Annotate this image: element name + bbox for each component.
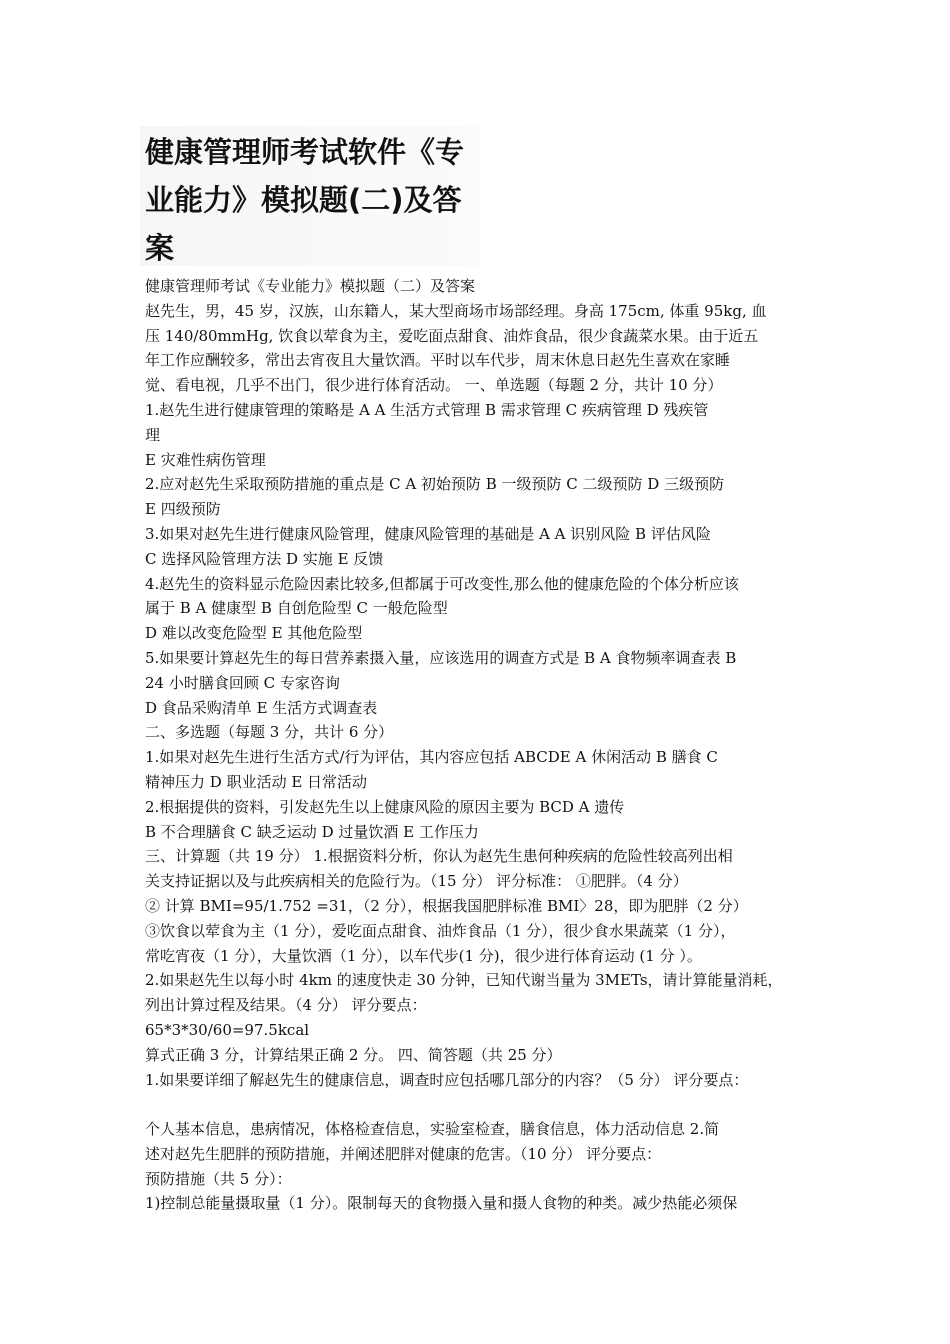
text-line: 精神压力 D 职业活动 E 日常活动 — [145, 772, 368, 791]
text-line: B 不合理膳食 C 缺乏运动 D 过量饮酒 E 工作压力 — [145, 822, 479, 841]
text-line: 列出计算过程及结果。（4 分） 评分要点： — [145, 996, 427, 1015]
text-line: 2.应对赵先生采取预防措施的重点是 C A 初始预防 B 一级预防 C 二级预防 D 三级预防 — [145, 475, 725, 494]
document-title-line-1: 健康管理师考试软件《专 — [145, 135, 465, 169]
document-body — [145, 274, 825, 1216]
text-line: ② 计算 BMI=95/1.752 =31，（2 分），根据我国肥胖标准 BMI〉28，即为肥胖（2 分） — [145, 896, 748, 915]
text-line: 常吃宵夜（1 分），大量饮酒（1 分），以车代步(1 分)，很少进行体育运动 (1 分 ）。 — [145, 946, 702, 965]
text-line: 24 小时膳食回顾 C 专家咨询 — [145, 673, 340, 692]
text-line: 1.如果要详细了解赵先生的健康信息，调查时应包括哪几部分的内容？（5 分） 评分要点： — [145, 1070, 749, 1089]
text-line: 个人基本信息，患病情况，体格检查信息，实验室检查，膳食信息，体力活动信息 2.简 — [145, 1120, 720, 1139]
document-title-line-3: 案 — [145, 231, 175, 265]
text-line: 二、多选题（每题 3 分，共计 6 分） — [145, 723, 394, 742]
text-line: 理 — [145, 425, 161, 444]
text-line: 觉、看电视，几乎不出门，很少进行体育活动。 一、单选题（每题 2 分，共计 10 分） — [145, 376, 723, 395]
text-line: 65*3*30/60=97.5kcal — [145, 1020, 310, 1039]
text-line: E 四级预防 — [145, 500, 221, 519]
text-line: 2.根据提供的资料，引发赵先生以上健康风险的原因主要为 BCD A 遗传 — [145, 797, 625, 816]
text-line: 关支持证据以及与此疾病相关的危险行为。（15 分） 评分标准： ①肥胖。（4 分） — [145, 872, 688, 891]
text-line: 2.如果赵先生以每小时 4km 的速度快走 30 分钟，已知代谢当量为 3METs，请计算能量消耗， — [145, 971, 783, 990]
text-line: 1.如果对赵先生进行生活方式/行为评估，其内容应包括 ABCDE A 休闲活动 B 膳食 C — [145, 748, 718, 767]
blank-line — [145, 1092, 825, 1117]
text-line: 赵先生，男，45 岁，汉族，山东籍人，某大型商场市场部经理。身高 175cm, 体重 95kg, 血 — [145, 301, 767, 320]
text-line: 年工作应酬较多，常出去宵夜且大量饮酒。平时以车代步，周末休息日赵先生喜欢在家睡 — [145, 351, 731, 370]
text-line: 4.赵先生的资料显示危险因素比较多,但都属于可改变性,那么他的健康危险的个体分析应该 — [145, 574, 739, 593]
text-line: C 选择风险管理方法 D 实施 E 反馈 — [145, 549, 384, 568]
text-line: 5.如果要计算赵先生的每日营养素摄入量，应该选用的调查方式是 B A 食物频率调查表 B — [145, 648, 737, 667]
text-line: 属于 B A 健康型 B 自创危险型 C 一般危险型 — [145, 599, 448, 618]
text-line: 预防措施（共 5 分）： — [145, 1169, 292, 1188]
document-title-line-2: 业能力》模拟题(二)及答 — [145, 183, 462, 217]
text-line: ③饮食以荤食为主（1 分），爱吃面点甜食、油炸食品（1 分），很少食水果蔬菜（1 分）， — [145, 921, 736, 940]
text-line: 1.赵先生进行健康管理的策略是 A A 生活方式管理 B 需求管理 C 疾病管理 D 残疾管 — [145, 400, 709, 419]
text-line: 3.如果对赵先生进行健康风险管理，健康风险管理的基础是 A A 识别风险 B 评估风险 — [145, 524, 711, 543]
text-line: D 难以改变危险型 E 其他危险型 — [145, 624, 363, 643]
text-line: 算式正确 3 分，计算结果正确 2 分。 四、简答题（共 25 分） — [145, 1045, 562, 1064]
text-line: 健康管理师考试《专业能力》模拟题（二）及答案 — [145, 277, 476, 295]
text-line: 述对赵先生肥胖的预防措施，并阐述肥胖对健康的危害。（10 分） 评分要点： — [145, 1144, 662, 1163]
text-line: D 食品采购清单 E 生活方式调查表 — [145, 698, 378, 717]
text-line: E 灾难性病伤管理 — [145, 450, 266, 469]
text-line: 压 140/80mmHg, 饮食以荤食为主，爱吃面点甜食、油炸食品，很少食蔬菜水果。由于近五 — [145, 326, 759, 345]
text-line: 三、计算题（共 19 分） 1.根据资料分析，你认为赵先生患何种疾病的危险性较高列出相 — [145, 847, 733, 866]
text-line: 1)控制总能量摄取量（1 分）。限制每天的食物摄入量和摄人食物的种类。减少热能必须保 — [145, 1194, 738, 1213]
